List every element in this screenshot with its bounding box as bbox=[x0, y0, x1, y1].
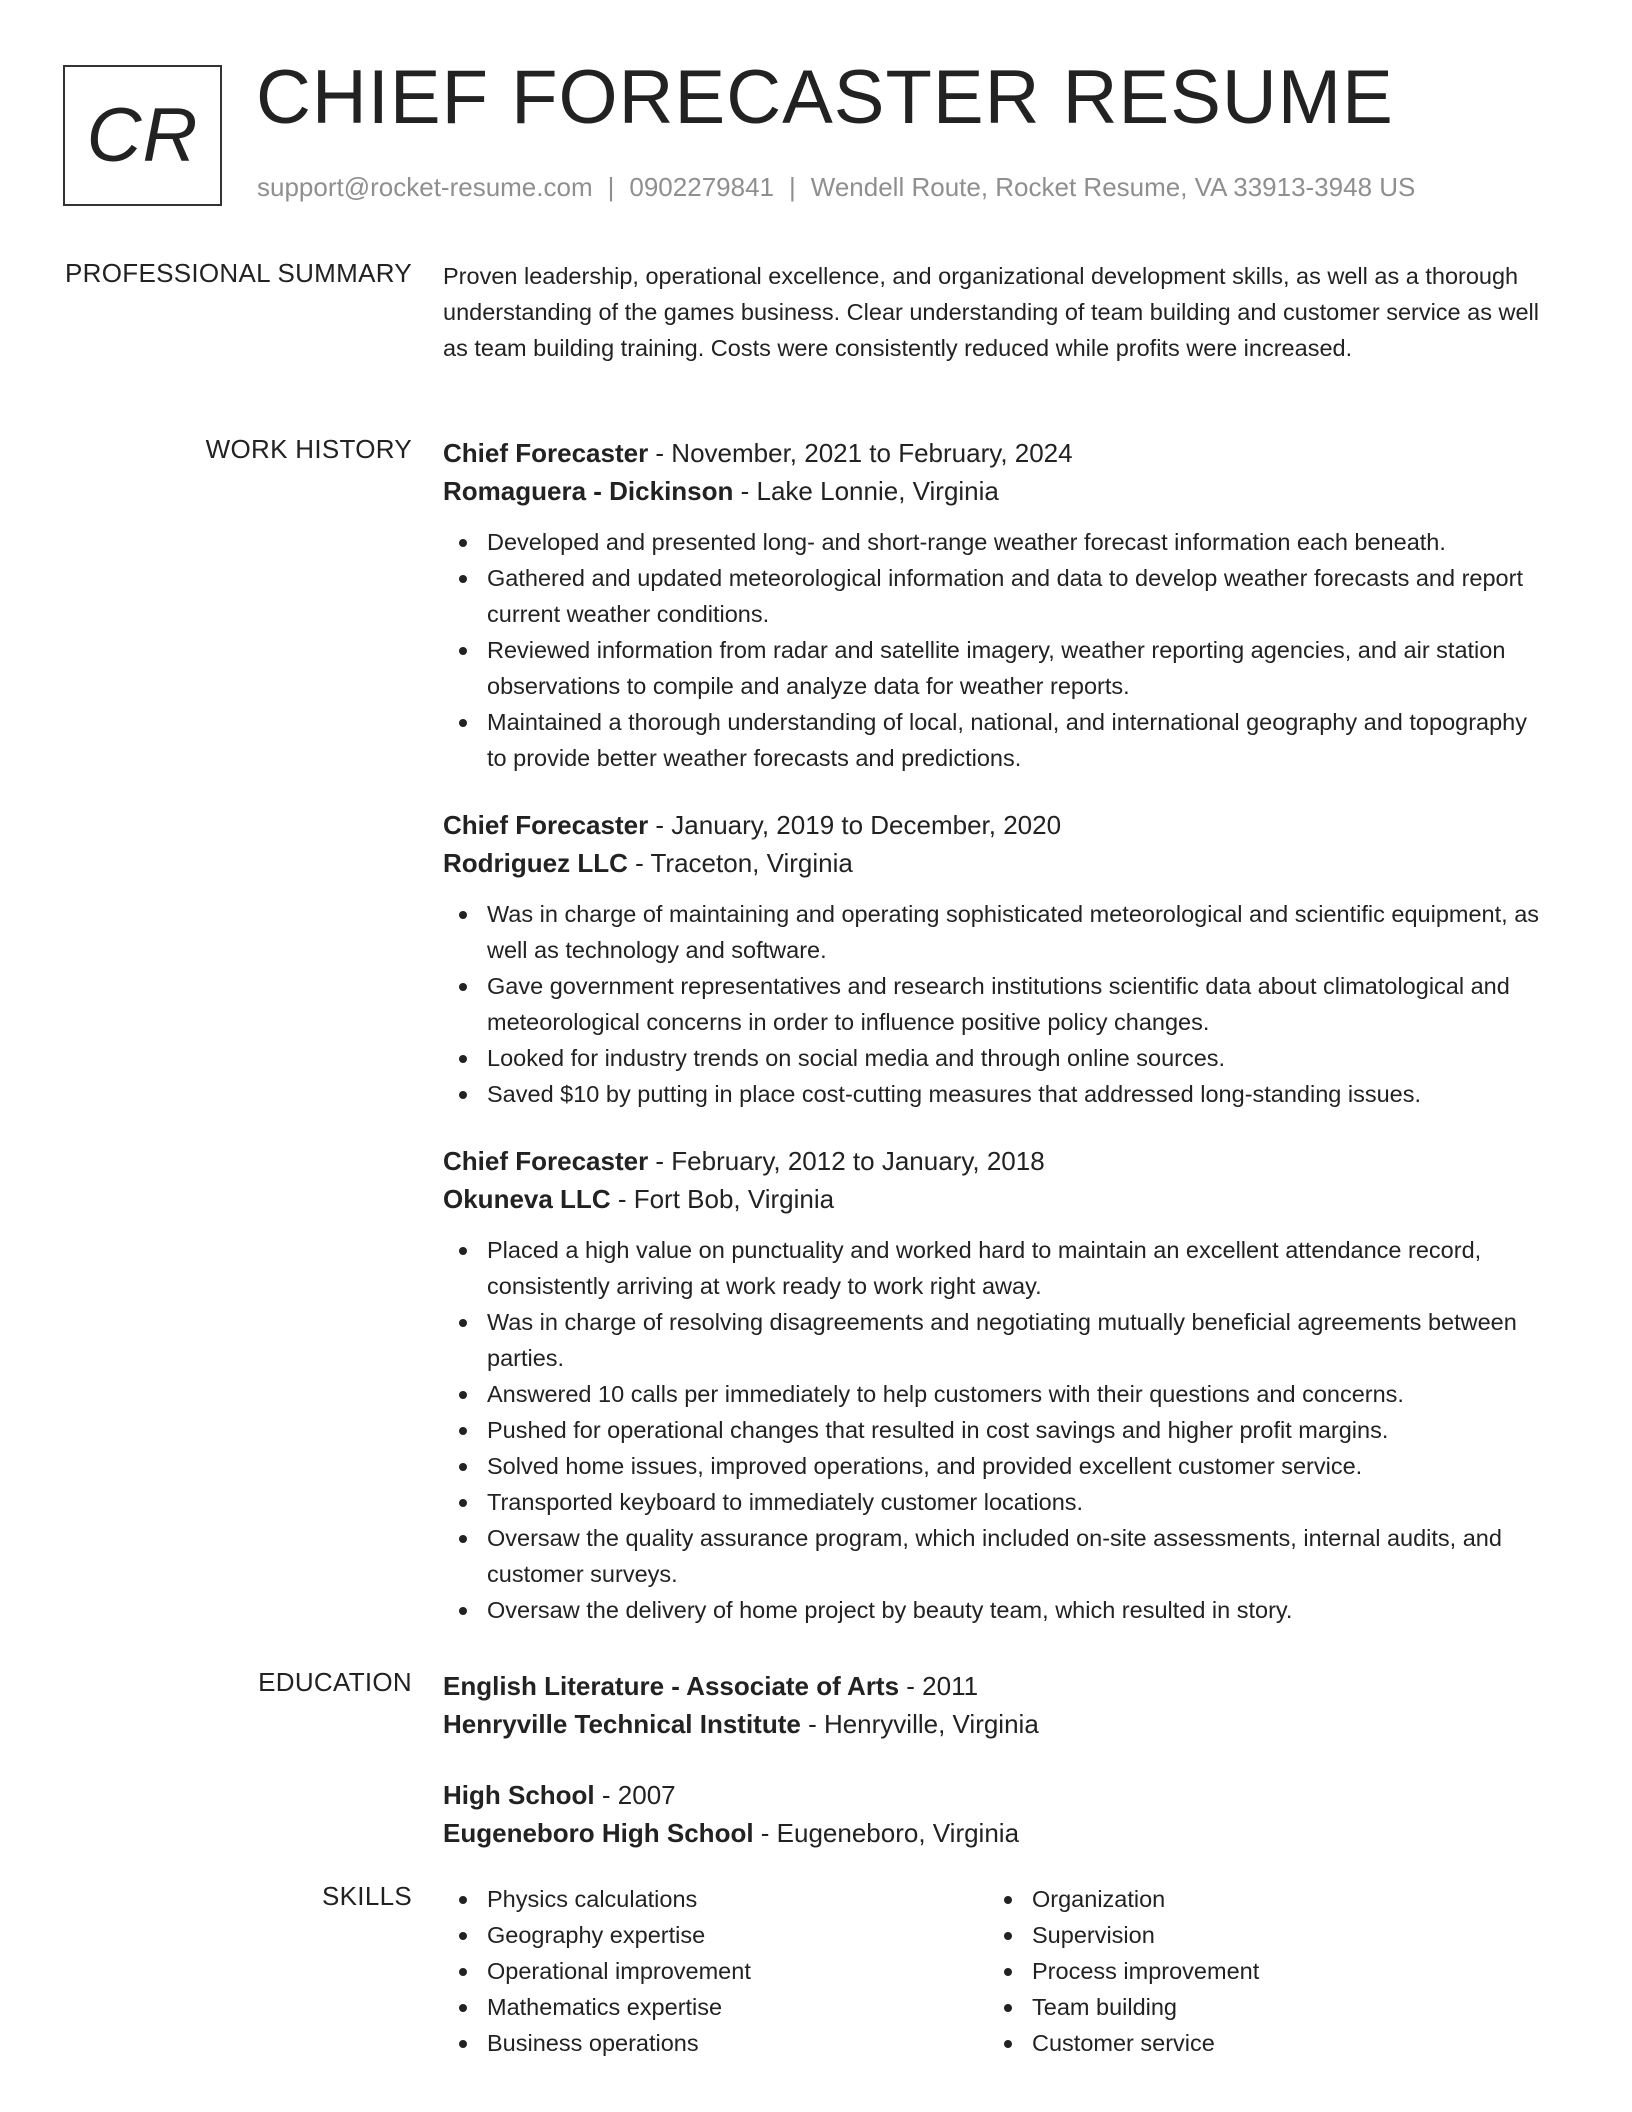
job-company: Rodriguez LLC bbox=[443, 848, 628, 878]
job-entry bbox=[443, 806, 1553, 1112]
job-dates: - November, 2021 to February, 2024 bbox=[648, 438, 1073, 468]
section-label-work-history: WORK HISTORY bbox=[205, 434, 412, 464]
job-bullet: Transported keyboard to immediately customer locations. bbox=[487, 1484, 1553, 1520]
education-body bbox=[443, 1667, 1553, 1885]
skills-list-right bbox=[988, 1881, 1533, 2061]
job-title-line bbox=[443, 1142, 1553, 1180]
skills-column-left bbox=[443, 1881, 988, 2061]
skill-item: Business operations bbox=[487, 2025, 988, 2061]
education-location: - Eugeneboro, Virginia bbox=[753, 1818, 1020, 1848]
education-school-line bbox=[443, 1814, 1553, 1852]
education-degree-line bbox=[443, 1667, 1553, 1705]
job-bullet: Saved $10 by putting in place cost-cutting measures that addressed long-standing issues. bbox=[487, 1076, 1553, 1112]
skill-item: Organization bbox=[1032, 1881, 1533, 1917]
job-title: Chief Forecaster bbox=[443, 438, 649, 468]
monogram-badge: CR bbox=[63, 65, 222, 206]
contact-separator: | bbox=[789, 172, 796, 202]
education-entry bbox=[443, 1776, 1553, 1852]
job-company: Okuneva LLC bbox=[443, 1184, 611, 1214]
contact-line bbox=[257, 172, 1415, 203]
skills-column-right bbox=[988, 1881, 1533, 2061]
job-bullet: Oversaw the quality assurance program, which included on-site assessments, internal audits, and customer surveys. bbox=[487, 1520, 1553, 1592]
skills-list-left bbox=[443, 1881, 988, 2061]
education-entry bbox=[443, 1667, 1553, 1743]
section-label-skills: SKILLS bbox=[322, 1881, 412, 1911]
education-location: - Henryville, Virginia bbox=[800, 1709, 1039, 1739]
job-title-line bbox=[443, 434, 1553, 472]
job-company: Romaguera - Dickinson bbox=[443, 476, 734, 506]
skill-item: Supervision bbox=[1032, 1917, 1533, 1953]
skill-item: Operational improvement bbox=[487, 1953, 988, 1989]
job-bullet: Maintained a thorough understanding of local, national, and international geography and topography to provide better weather forecasts and predictions. bbox=[487, 704, 1553, 776]
education-school: Henryville Technical Institute bbox=[443, 1709, 801, 1739]
job-bullets bbox=[443, 1232, 1553, 1628]
job-bullet: Answered 10 calls per immediately to help customers with their questions and concerns. bbox=[487, 1376, 1553, 1412]
job-entry bbox=[443, 434, 1553, 776]
job-bullets bbox=[443, 896, 1553, 1112]
section-label-summary: PROFESSIONAL SUMMARY bbox=[65, 258, 412, 288]
job-company-line bbox=[443, 1180, 1553, 1218]
section-label-education: EDUCATION bbox=[258, 1667, 412, 1697]
education-school: Eugeneboro High School bbox=[443, 1818, 754, 1848]
skill-item: Customer service bbox=[1032, 2025, 1533, 2061]
job-bullet: Gathered and updated meteorological information and data to develop weather forecasts and report current weather conditions. bbox=[487, 560, 1553, 632]
job-dates: - January, 2019 to December, 2020 bbox=[648, 810, 1062, 840]
education-school-line bbox=[443, 1705, 1553, 1743]
education-degree: English Literature - Associate of Arts bbox=[443, 1671, 900, 1701]
job-bullet: Placed a high value on punctuality and worked hard to maintain an excellent attendance record, consistently arriving at work ready to work right away. bbox=[487, 1232, 1553, 1304]
job-bullets bbox=[443, 524, 1553, 776]
skill-item: Geography expertise bbox=[487, 1917, 988, 1953]
job-bullet: Was in charge of maintaining and operating sophisticated meteorological and scientific equipment, as well as technology and software. bbox=[487, 896, 1553, 968]
job-bullet: Developed and presented long- and short-range weather forecast information each beneath. bbox=[487, 524, 1553, 560]
page-title: CHIEF FORECASTER RESUME bbox=[256, 55, 1394, 140]
job-location: - Fort Bob, Virginia bbox=[610, 1184, 835, 1214]
job-company-line bbox=[443, 844, 1553, 882]
work-history-body bbox=[443, 434, 1553, 1658]
education-year: - 2011 bbox=[899, 1671, 979, 1701]
job-title: Chief Forecaster bbox=[443, 810, 649, 840]
job-bullet: Was in charge of resolving disagreements and negotiating mutually beneficial agreements between parties. bbox=[487, 1304, 1553, 1376]
job-company-line bbox=[443, 472, 1553, 510]
skills-body bbox=[443, 1881, 1553, 2061]
skill-item: Physics calculations bbox=[487, 1881, 988, 1917]
contact-email: support@rocket-resume.com bbox=[257, 172, 593, 202]
job-bullet: Reviewed information from radar and satellite imagery, weather reporting agencies, and air station observations to compile and analyze data for weather reports. bbox=[487, 632, 1553, 704]
education-degree-line bbox=[443, 1776, 1553, 1814]
skill-item: Team building bbox=[1032, 1989, 1533, 2025]
job-location: - Lake Lonnie, Virginia bbox=[733, 476, 999, 506]
job-bullet: Solved home issues, improved operations, and provided excellent customer service. bbox=[487, 1448, 1553, 1484]
job-title-line bbox=[443, 806, 1553, 844]
education-year: - 2007 bbox=[594, 1780, 676, 1810]
job-bullet: Oversaw the delivery of home project by beauty team, which resulted in story. bbox=[487, 1592, 1553, 1628]
contact-address: Wendell Route, Rocket Resume, VA 33913-3948 US bbox=[810, 172, 1416, 202]
job-dates: - February, 2012 to January, 2018 bbox=[648, 1146, 1045, 1176]
job-bullet: Gave government representatives and research institutions scientific data about climatological and meteorological concerns in order to influence positive policy changes. bbox=[487, 968, 1553, 1040]
job-bullet: Looked for industry trends on social media and through online sources. bbox=[487, 1040, 1553, 1076]
skill-item: Mathematics expertise bbox=[487, 1989, 988, 2025]
skill-item: Process improvement bbox=[1032, 1953, 1533, 1989]
job-location: - Traceton, Virginia bbox=[627, 848, 853, 878]
job-title: Chief Forecaster bbox=[443, 1146, 649, 1176]
summary-text: Proven leadership, operational excellence, and organizational development skills, as well as a thorough understanding of the games business. Clear understanding of team building and customer service as well as team building training. Costs were consistently reduced while profits were increased. bbox=[443, 263, 1539, 361]
job-entry bbox=[443, 1142, 1553, 1628]
contact-phone: 0902279841 bbox=[629, 172, 774, 202]
contact-separator: | bbox=[607, 172, 615, 202]
education-degree: High School bbox=[443, 1780, 595, 1810]
job-bullet: Pushed for operational changes that resulted in cost savings and higher profit margins. bbox=[487, 1412, 1553, 1448]
